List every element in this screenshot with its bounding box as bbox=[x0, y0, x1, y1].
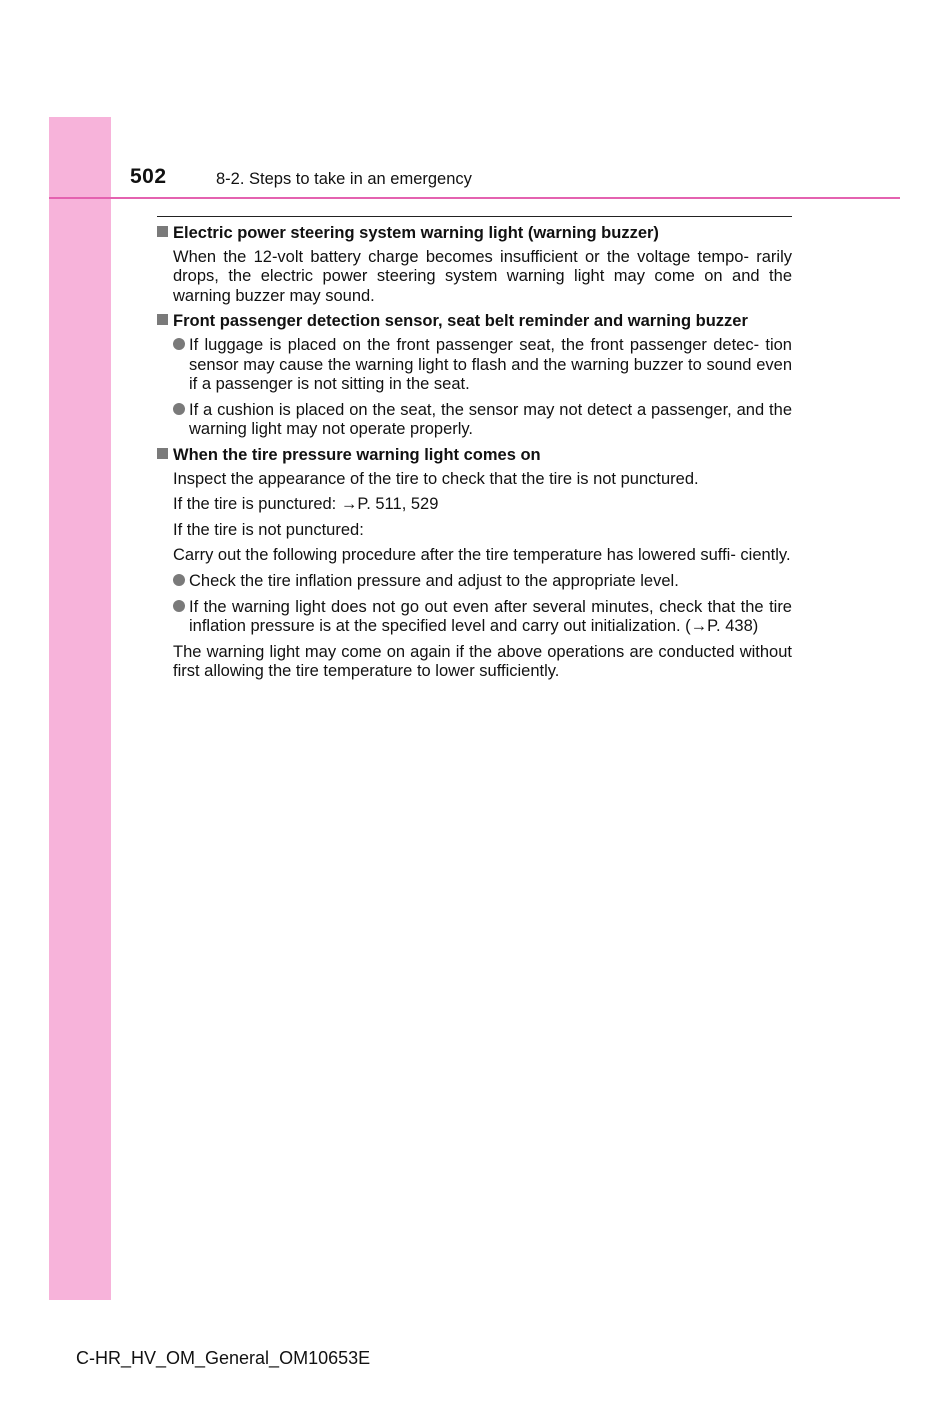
section-heading: Front passenger detection sensor, seat belt reminder and warning buzzer bbox=[157, 312, 792, 332]
square-bullet-icon bbox=[157, 226, 168, 237]
body-paragraph: If the tire is not punctured: bbox=[173, 520, 364, 539]
header-divider bbox=[49, 197, 900, 199]
section-heading: Electric power steering system warning light (warning buzzer) bbox=[157, 224, 792, 244]
square-bullet-icon bbox=[157, 314, 168, 325]
round-bullet-icon bbox=[173, 403, 185, 415]
round-bullet-icon bbox=[173, 574, 185, 586]
body-paragraph: The warning light may come on again if the above operations are conducted without first allowing the tire temperature to lower sufficiently. bbox=[173, 642, 792, 681]
round-bullet-icon bbox=[173, 600, 185, 612]
list-item: If a cushion is placed on the seat, the sensor may not detect a passenger, and the warning light may not operate properly. bbox=[189, 401, 792, 440]
body-paragraph: Carry out the following procedure after the tire temperature has lowered suffi- ciently. bbox=[173, 546, 791, 565]
round-bullet-icon bbox=[173, 338, 185, 350]
page-content bbox=[157, 216, 792, 688]
section-heading: When the tire pressure warning light comes on bbox=[157, 446, 792, 466]
list-item: Check the tire inflation pressure and adjust to the appropriate level. bbox=[189, 572, 792, 592]
section-title: 8-2. Steps to take in an emergency bbox=[216, 170, 472, 188]
body-paragraph: Inspect the appearance of the tire to check that the tire is not punctured. bbox=[173, 469, 699, 488]
square-bullet-icon bbox=[157, 448, 168, 459]
list-item: If the warning light does not go out even after several minutes, check that the tire inflation pressure is at the specified level and carry out initialization. (→P. 438) bbox=[189, 598, 792, 637]
body-paragraph: When the 12-volt battery charge becomes insufficient or the voltage tempo- rarily drops, the electric power steering system warning light may come on and the warning buzzer may sound. bbox=[173, 247, 792, 305]
list-item: If luggage is placed on the front passenger seat, the front passenger detec- tion sensor may cause the warning light to flash and the warning buzzer to sound even if a passenger is not sitting in the seat. bbox=[189, 336, 792, 395]
page-reference: If the tire is punctured: →P. 511, 529 bbox=[173, 495, 439, 514]
side-color-bar bbox=[49, 117, 111, 1300]
page-number: 502 bbox=[130, 165, 167, 188]
document-id: C-HR_HV_OM_General_OM10653E bbox=[76, 1348, 371, 1368]
